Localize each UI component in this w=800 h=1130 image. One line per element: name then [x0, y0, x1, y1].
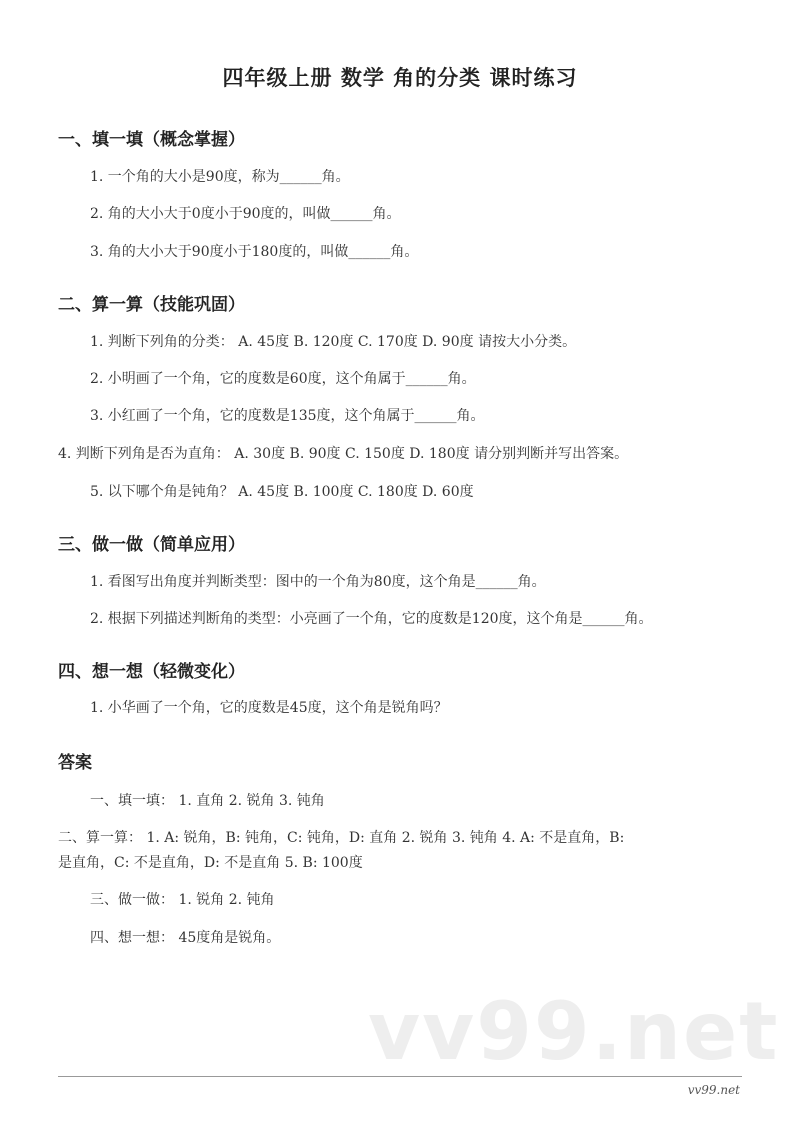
answer-line-1: 一、填一填： 1. 直角 2. 锐角 3. 钝角: [90, 793, 325, 809]
question-4-1: 1. 小华画了一个角，它的度数是45度，这个角是锐角吗？: [90, 700, 448, 716]
answer-line-4: 三、做一做： 1. 锐角 2. 钝角: [90, 892, 275, 908]
answer-line-2: 二、算一算： 1. A: 锐角，B: 钝角，C: 钝角，D: 直角 2. 锐角 3. 钝角 4. A: 不是直角，B:: [58, 830, 625, 846]
question-3-2: 2. 根据下列描述判断角的类型：小亮画了一个角，它的度数是120度，这个角是______角。: [90, 611, 653, 627]
footer-site: vv99.net: [687, 1083, 740, 1097]
answers-heading: 答案: [58, 753, 92, 773]
question-1-3: 3. 角的大小大于90度小于180度的，叫做______角。: [90, 244, 419, 260]
answer-line-3: 是直角，C: 不是直角，D: 不是直角 5. B: 100度: [58, 855, 363, 871]
question-2-5: 5. 以下哪个角是钝角？ A. 45度 B. 100度 C. 180度 D. 60度: [90, 484, 474, 500]
page-title: 四年级上册 数学 角的分类 课时练习: [222, 66, 578, 90]
section-heading-4: 四、想一想（轻微变化）: [58, 662, 245, 682]
section-heading-1: 一、填一填（概念掌握）: [58, 130, 245, 150]
question-1-2: 2. 角的大小大于0度小于90度的，叫做______角。: [90, 206, 401, 222]
answer-line-5: 四、想一想： 45度角是锐角。: [90, 930, 281, 946]
section-heading-3: 三、做一做（简单应用）: [58, 535, 245, 555]
question-2-3: 3. 小红画了一个角，它的度数是135度，这个角属于______角。: [90, 408, 485, 424]
question-2-4: 4. 判断下列角是否为直角： A. 30度 B. 90度 C. 150度 D. 180度 请分别判断并写出答案。: [58, 446, 629, 462]
question-2-2: 2. 小明画了一个角，它的度数是60度，这个角属于______角。: [90, 371, 476, 387]
footer-divider: [58, 1076, 742, 1077]
section-heading-2: 二、算一算（技能巩固）: [58, 295, 245, 315]
question-3-1: 1. 看图写出角度并判断类型：图中的一个角为80度，这个角是______角。: [90, 574, 546, 590]
question-2-1: 1. 判断下列角的分类： A. 45度 B. 120度 C. 170度 D. 90度 请按大小分类。: [90, 334, 577, 350]
watermark: vv99.net: [368, 985, 780, 1078]
question-1-1: 1. 一个角的大小是90度，称为______角。: [90, 169, 350, 185]
